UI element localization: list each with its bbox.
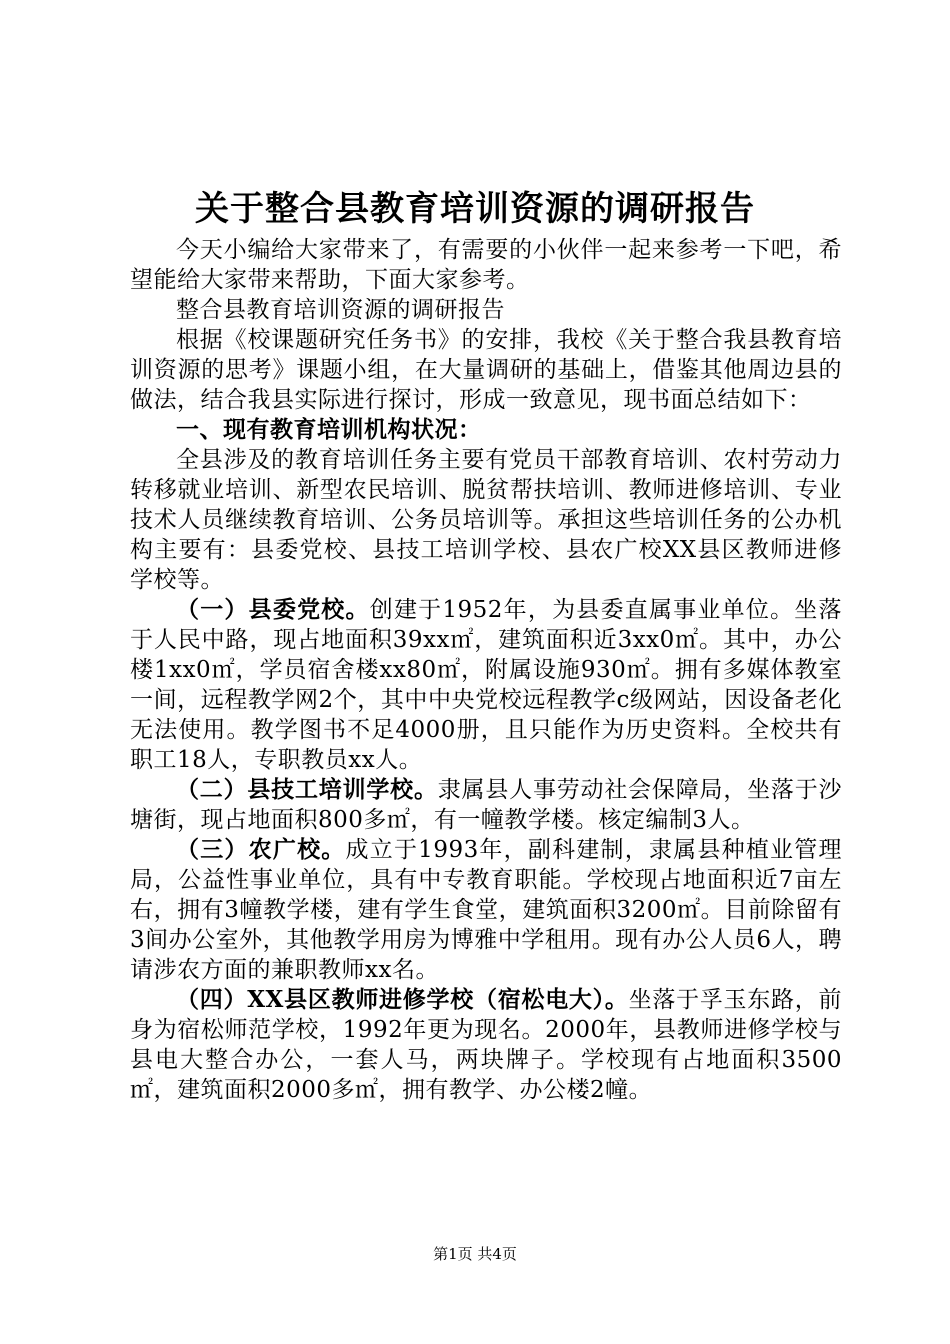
item-text-3: 成立于1993年，副科建制，隶属县种植业管理局，公益性事业单位，具有中专教育职能。学校现占地面积近7亩左右，拥有3幢教学楼，建有学生食堂，建筑面积3200㎡。目前除留有3间办公室外，其他教学用房为博雅中学租用。现有办公人员6人，聘请涉农方面的兼职教师xx名。 [130,837,842,983]
item-text-4: 坐落于孚玉东路，前身为宿松师范学校，1992年更为现名。2000年，县教师进修学校与县电大整合办公，一套人马，两块牌子。学校现有占地面积3500㎡，建筑面积2000多㎡，拥有教学、办公楼2幢。 [130,987,842,1103]
item-paragraph-2 [130,775,842,835]
intro-paragraph: 今天小编给大家带来了，有需要的小伙伴一起来参考一下吧，希望能给大家带来帮助，下面大家参考。 [130,237,842,293]
overview-paragraph: 全县涉及的教育培训任务主要有党员干部教育培训、农村劳动力转移就业培训、新型农民培训、脱贫帮扶培训、教师进修培训、专业技术人员继续教育培训、公务员培训等。承担这些培训任务的公办机构主要有：县委党校、县技工培训学校、县农广校XX县区教师进修学校等。 [130,447,842,593]
item-paragraph-3 [130,835,842,985]
section-heading: 一、现有教育培训机构状况： [176,416,482,443]
item-heading-1: （一）县委党校。 [176,596,370,623]
page-footer: 第1页 共4页 [433,1245,517,1263]
item-paragraph-4 [130,985,842,1105]
item-heading-2: （二）县技工培训学校。 [176,776,438,803]
item-text-2: 隶属县人事劳动社会保障局，坐落于沙塘街，现占地面积800多㎡，有一幢教学楼。核定编制3人。 [130,777,843,833]
background-paragraph: 根据《校课题研究任务书》的安排，我校《关于整合我县教育培训资源的思考》课题小组，在大量调研的基础上，借鉴其他周边县的做法，结合我县实际进行探讨，形成一致意见，现书面总结如下： [130,327,842,413]
item-text-1: 创建于1952年，为县委直属事业单位。坐落于人民中路，现占地面积39xx㎡，建筑面积近3xx0㎡。其中，办公楼1xx0㎡，学员宿舍楼xx80㎡，附属设施930㎡。拥有多媒体教室一间，远程教学网2个，其中中央党校远程教学c级网站，因设备老化无法使用。教学图书不足4000册，且只能作为历史资料。全校共有职工18人，专职教员xx人。 [130,597,842,773]
subtitle-paragraph: 整合县教育培训资源的调研报告 [176,297,505,323]
item-paragraph-1 [130,595,842,775]
document-body [130,235,842,1105]
item-heading-3: （三）农广校。 [176,836,346,863]
item-heading-4: （四）XX县区教师进修学校（宿松电大）。 [176,986,629,1013]
document-title: 关于整合县教育培训资源的调研报告 [195,189,755,229]
